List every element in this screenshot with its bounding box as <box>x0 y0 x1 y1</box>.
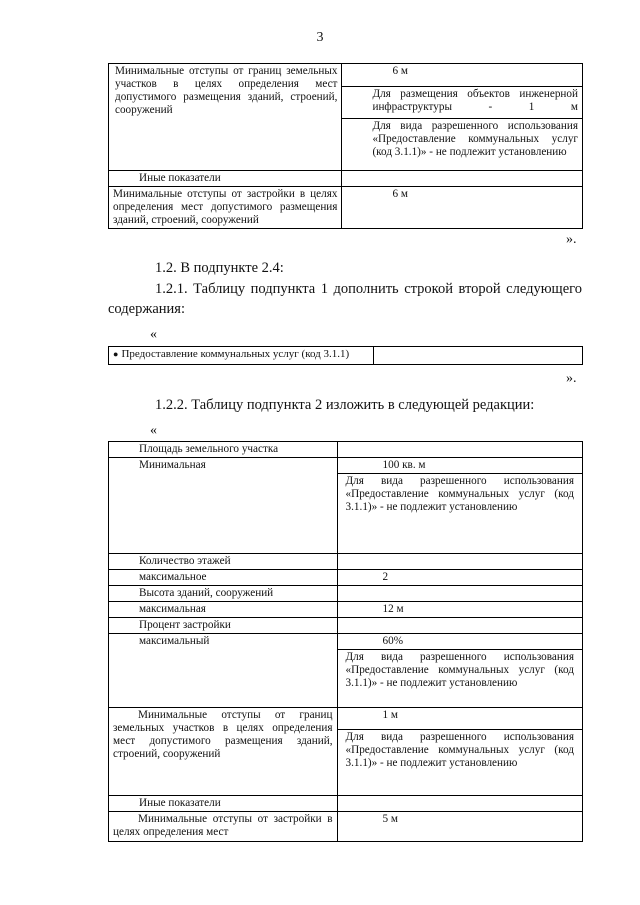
paragraph-1-2: 1.2. В подпункте 2.4: <box>155 260 284 276</box>
other-label: Иные показатели <box>109 796 338 812</box>
inserted-row-label: Предоставление коммунальных услуг (код 3.1.1) <box>121 348 350 360</box>
area-min-label: Минимальная <box>109 458 338 554</box>
closing-quote-1: ». <box>566 232 577 247</box>
paragraph-1-2-2: 1.2.2. Таблицу подпункта 2 изложить в следующей редакции: <box>155 397 535 413</box>
setback-note: Для вида разрешенного использования «Предоставление коммунальных услуг (код 3.1.1)» - не подлежит установлению <box>337 730 582 796</box>
area-min-note: Для вида разрешенного использования «Предоставление коммунальных услуг (код 3.1.1)» - не подлежит установлению <box>337 474 582 554</box>
row-other-label: Иные показатели <box>109 171 342 187</box>
height-label: Высота зданий, сооружений <box>109 586 338 602</box>
floors-max-label: максимальное <box>109 570 338 586</box>
build-max-label: максимальный <box>109 634 338 708</box>
build-max-value: 60% <box>337 634 582 650</box>
opening-quote-1: « <box>150 327 157 342</box>
table-continuation <box>108 63 583 229</box>
row-setback-note-utilities: Для вида разрешенного использования «Предоставление коммунальных услуг (код 3.1.1)» - не подлежит установлению <box>342 119 583 171</box>
setback2-value: 5 м <box>337 812 582 842</box>
row-setback2-label: Минимальные отступы от застройки в целях определения мест допустимого размещения зданий, строений, сооружений <box>109 187 342 229</box>
setback-label: Минимальные отступы от границ земельных участков в целях определения мест допустимого размещения зданий, строений, сооружений <box>109 708 338 796</box>
height-max-value: 12 м <box>337 602 582 618</box>
row-setback-note-infra: Для размещения объектов инженерной инфраструктуры - 1 м <box>342 87 583 119</box>
height-max-label: максимальная <box>109 602 338 618</box>
page-number: 3 <box>316 30 324 45</box>
row-setback2-value: 6 м <box>342 187 583 229</box>
bullet-icon: ● <box>113 349 119 359</box>
paragraph-1-2-1: 1.2.1. Таблицу подпункта 1 дополнить строкой второй следующего содержания: <box>108 281 582 317</box>
area-min-value: 100 кв. м <box>337 458 582 474</box>
build-max-note: Для вида разрешенного использования «Предоставление коммунальных услуг (код 3.1.1)» - не подлежит установлению <box>337 650 582 708</box>
closing-quote-2: ». <box>566 371 577 386</box>
opening-quote-2: « <box>150 423 157 438</box>
build-label: Процент застройки <box>109 618 338 634</box>
row-setback-label: Минимальные отступы от границ земельных участков в целях определения мест допустимого размещения зданий, строений, сооружений <box>109 64 342 171</box>
table-inserted-row <box>108 346 583 365</box>
setback-value: 1 м <box>337 708 582 730</box>
table-parameters <box>108 441 583 842</box>
floors-label: Количество этажей <box>109 554 338 570</box>
row-setback-value: 6 м <box>342 64 583 87</box>
area-label: Площадь земельного участка <box>109 442 338 458</box>
floors-max-value: 2 <box>337 570 582 586</box>
setback2-label: Минимальные отступы от застройки в целях определения мест <box>109 812 338 842</box>
